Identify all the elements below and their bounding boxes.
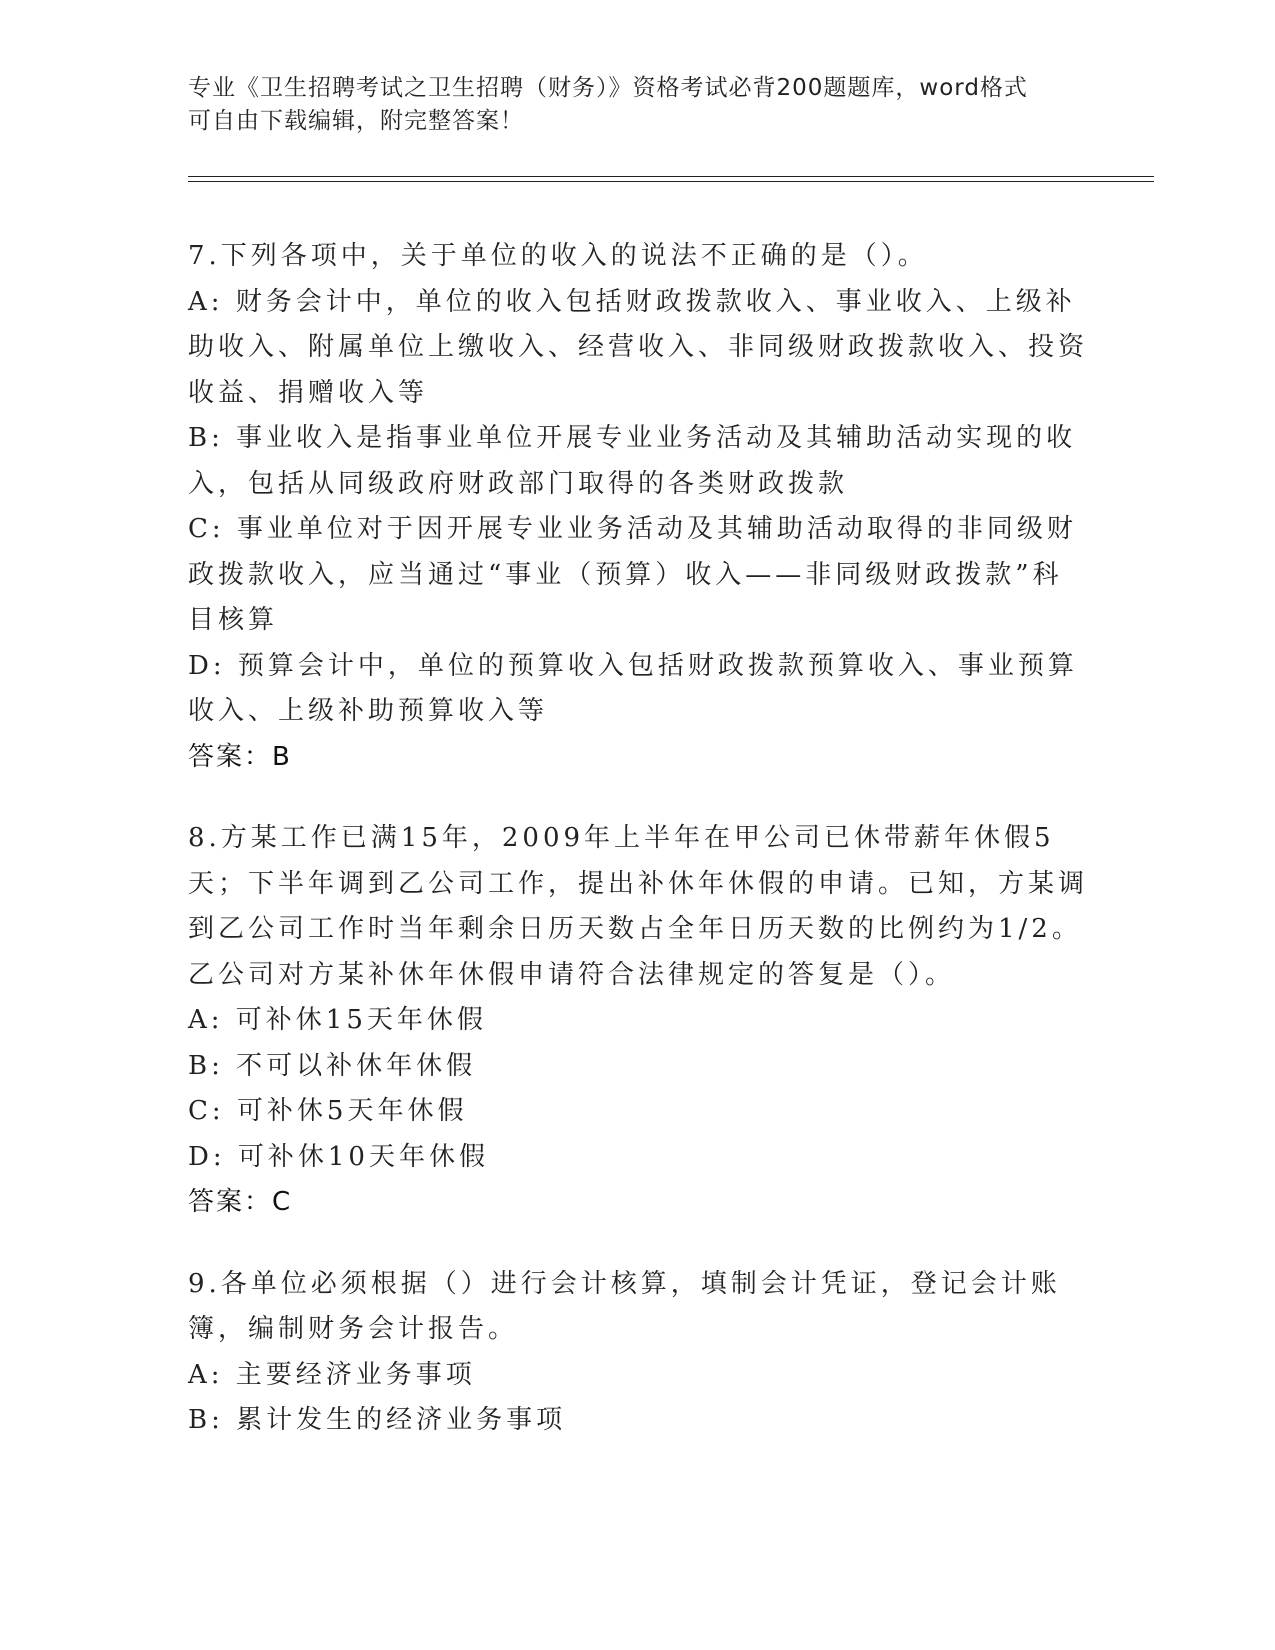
option-b: B: 累计发生的经济业务事项 [188, 1405, 567, 1435]
answer: 答案：B [188, 741, 292, 772]
document-header [188, 72, 1068, 138]
question-stem: 9.各单位必须根据（）进行会计核算，填制会计凭证，登记会计账簿，编制财务会计报告。 [188, 1268, 1061, 1344]
question-9 [188, 1262, 1088, 1444]
header-divider-top [188, 176, 1154, 177]
question-7 [188, 234, 1088, 780]
answer: 答案：C [188, 1187, 293, 1217]
question-stem: 7.下列各项中，关于单位的收入的说法不正确的是（）。 [188, 241, 928, 271]
option-c: C: 可补休5天年休假 [188, 1096, 468, 1126]
option-d: D: 预算会计中，单位的预算收入包括财政拨款预算收入、事业预算收入、上级补助预算收入等 [188, 650, 1078, 726]
option-a: A: 可补休15天年休假 [188, 1005, 487, 1035]
question-stem: 8.方某工作已满15年，2009年上半年在甲公司已休带薪年休假5天；下半年调到乙公司工作，提出补休年休假的申请。已知，方某调到乙公司工作时当年剩余日历天数占全年日历天数的比例约为1/2。乙公司对方某补休年休假申请符合法律规定的答复是（）。 [188, 823, 1089, 990]
question-list [188, 234, 1088, 1480]
option-c: C: 事业单位对于因开展专业业务活动及其辅助活动取得的非同级财政拨款收入，应当通过“事业（预算）收入——非同级财政拨款”科目核算 [188, 514, 1077, 635]
option-a: A: 财务会计中，单位的收入包括财政拨款收入、事业收入、上级补助收入、附属单位上缴收入、经营收入、非同级财政拨款收入、投资收益、捐赠收入等 [188, 286, 1089, 408]
question-8 [188, 816, 1088, 1226]
option-d: D: 可补休10天年休假 [188, 1141, 489, 1172]
header-line-1: 专业《卫生招聘考试之卫生招聘（财务）》资格考试必背200题题库，word格式 [188, 75, 1028, 101]
option-b: B: 事业收入是指事业单位开展专业业务活动及其辅助活动实现的收入，包括从同级政府财政部门取得的各类财政拨款 [188, 423, 1077, 499]
option-b: B: 不可以补休年休假 [188, 1050, 477, 1081]
header-divider-bottom [188, 181, 1154, 182]
header-line-2: 可自由下载编辑，附完整答案！ [188, 108, 524, 134]
option-a: A: 主要经济业务事项 [188, 1359, 476, 1390]
